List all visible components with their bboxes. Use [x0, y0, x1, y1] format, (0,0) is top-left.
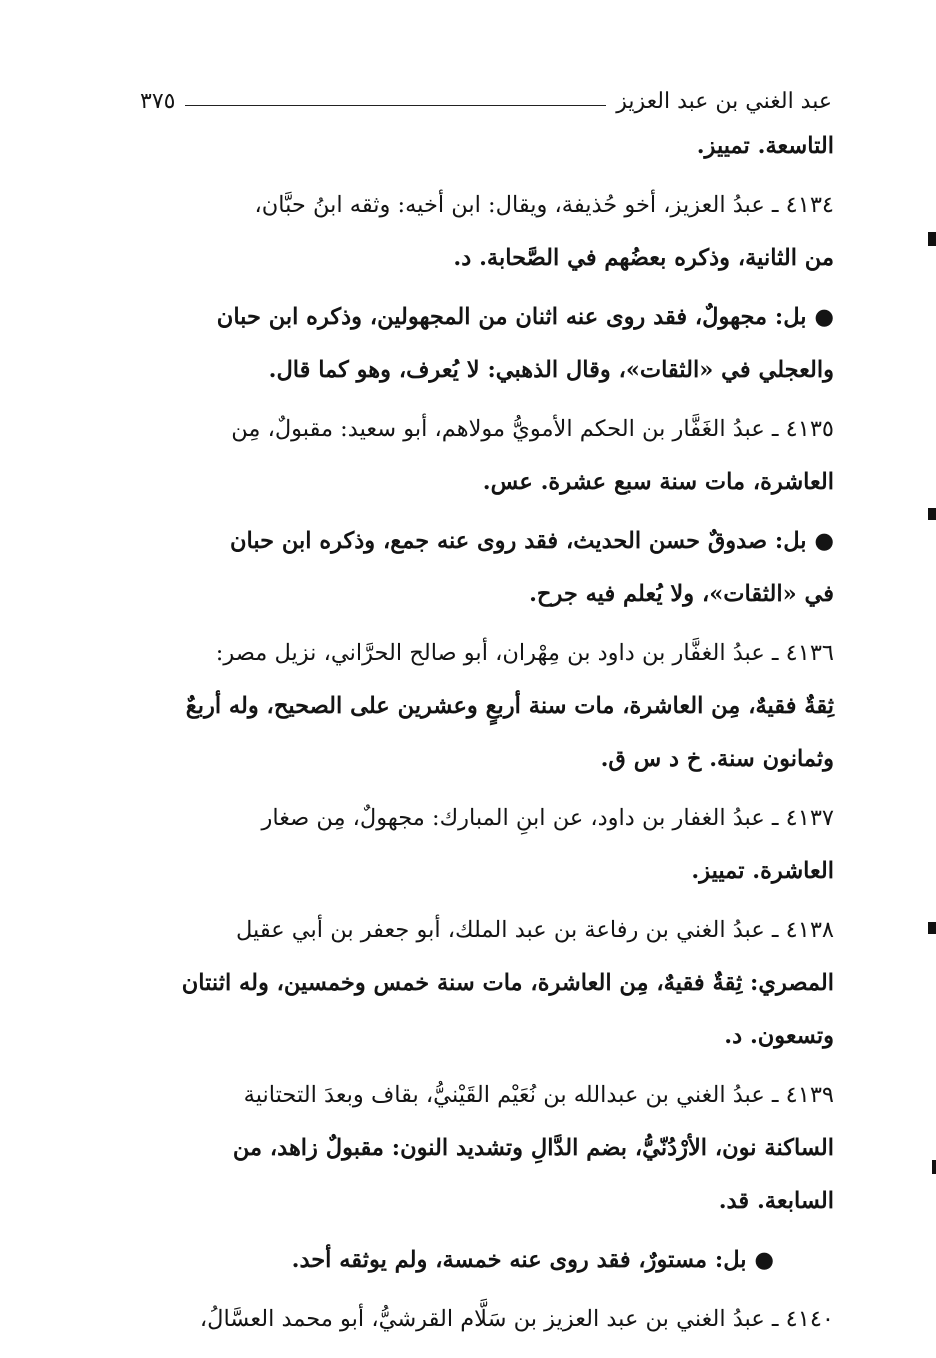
comment-4139: [138, 1234, 834, 1287]
text-line: ● بل: مستورٌ، فقد روى عنه خمسة، ولم يوثقه أحد.: [291, 1247, 774, 1273]
page-number: ٣٧٥: [140, 88, 176, 114]
text-line: ٤١٣٤ ـ عبدُ العزيز، أخو حُذيفة، ويقال: ابن أخيه: وثقه ابنُ حبَّان،: [254, 192, 834, 218]
text-line: والعجلي في «الثقات»، وقال الذهبي: لا يُعرف، وهو كما قال.: [268, 357, 834, 383]
text-line: وثمانون سنة. خ د س ق.: [600, 746, 834, 772]
text-line: الساكنة نون، الأرْدُنّيُّ، بضم الدَّالِ وتشديد النون: مقبولٌ زاهد، من: [232, 1135, 834, 1161]
edge-thumb-mark: [928, 508, 936, 520]
text-line: ٤١٣٩ ـ عبدُ الغني بن عبدالله بن نُعَيْم القَيْنيُّ، بقاف وبعدَ التحتانية: [243, 1082, 834, 1108]
text-line: ثِقةٌ فقيهٌ، مِن العاشرة، مات سنة أربعٍ وعشرين على الصحيح، وله أربعٌ: [185, 693, 834, 719]
text-line: ٤١٤٠ ـ عبدُ الغني بن عبد العزيز بن سَلَّام القرشيُّ، أبو محمد العسَّالُ،: [199, 1306, 834, 1332]
text-line: ٤١٣٦ ـ عبدُ الغفَّار بن داود بن مِهْران، أبو صالح الحرَّاني، نزيل مصر:: [215, 640, 834, 666]
running-title: عبد الغني بن عبد العزيز: [616, 88, 832, 114]
text-line: ٤١٣٥ ـ عبدُ الغَفَّار بن الحكم الأمويُّ مولاهم، أبو سعيد: مقبولٌ، مِن: [231, 416, 834, 442]
comment-4134: [138, 291, 834, 397]
text-line: العاشرة. تمييز.: [691, 858, 834, 884]
text-line: في «الثقات»، ولا يُعلم فيه جرح.: [529, 581, 834, 607]
text-line: ٤١٣٧ ـ عبدُ الغفار بن داود، عن ابنِ المبارك: مجهولٌ، مِن صغار: [261, 805, 834, 831]
paragraph-continuation: [138, 120, 834, 173]
comment-4135: [138, 515, 834, 621]
text-line: ● بل: صدوقٌ حسن الحديث، فقد روى عنه جمع، وذكره ابن حبان: [229, 528, 834, 554]
text-line: وتسعون. د.: [724, 1023, 834, 1049]
running-header: [140, 84, 832, 118]
text-line: التاسعة. تمييز.: [696, 133, 834, 159]
entry-4138: [138, 904, 834, 1063]
text-line: ٤١٣٨ ـ عبدُ الغني بن رفاعة بن عبد الملك، أبو جعفر بن أبي عقيل: [236, 917, 834, 943]
edge-thumb-mark: [928, 232, 936, 246]
entry-4135: [138, 403, 834, 509]
entry-4136: [138, 627, 834, 786]
text-line: ● بل: مجهولٌ، فقد روى عنه اثنان من المجهولين، وذكره ابن حبان: [216, 304, 834, 330]
entry-4139: [138, 1069, 834, 1228]
text-line: المصري: ثِقةٌ فقيهٌ، مِن العاشرة، مات سنة خمس وخمسين، وله اثنتان: [181, 970, 834, 996]
page-body: [138, 120, 834, 1346]
entry-4134: [138, 179, 834, 285]
text-line: العاشرة، مات سنة سبع عشرة. عس.: [482, 469, 834, 495]
entry-4137: [138, 792, 834, 898]
text-line: السابعة. قد.: [718, 1188, 834, 1214]
header-rule: [185, 105, 606, 106]
entry-4140: [138, 1293, 834, 1346]
edge-thumb-mark: [932, 1160, 936, 1174]
text-line: من الثانية، وذكره بعضُهم في الصَّحابة. د.: [453, 245, 834, 271]
edge-thumb-mark: [928, 922, 936, 934]
